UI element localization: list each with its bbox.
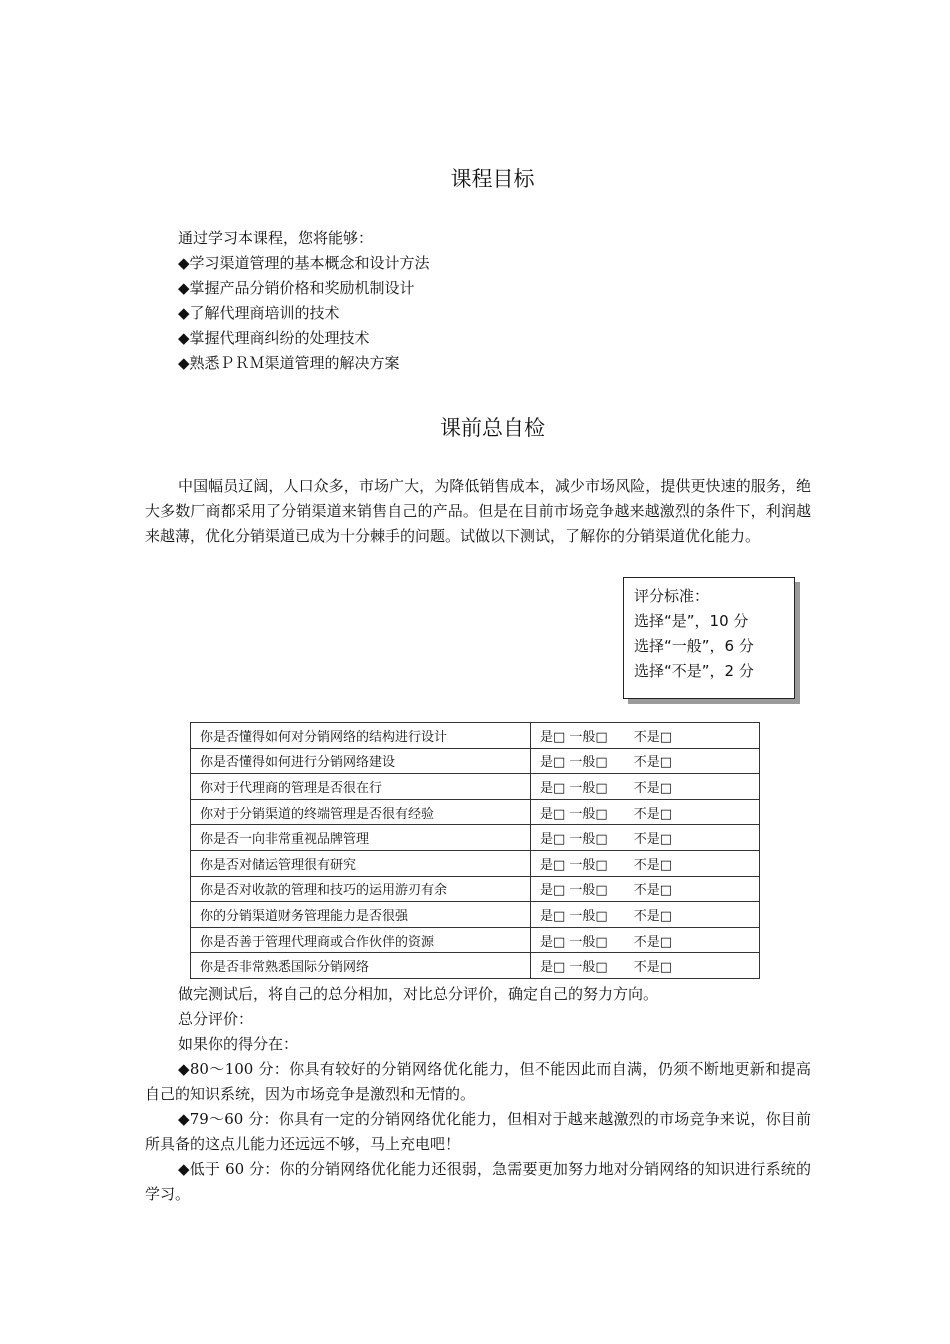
scoring-line: 选择“不是”，2 分 <box>634 662 754 680</box>
objective-item: ◆熟悉ＰＲＭ渠道管理的解决方案 <box>178 354 400 372</box>
eval-title: 总分评价： <box>178 1010 254 1028</box>
objectives-list <box>178 226 430 376</box>
table-row <box>191 927 760 953</box>
answer-options[interactable]: 是□ 一般□ 不是□ <box>531 902 760 928</box>
quiz-table <box>190 722 760 979</box>
answer-options[interactable]: 是□ 一般□ 不是□ <box>531 825 760 851</box>
selfcheck-intro-block <box>145 474 811 549</box>
answer-options[interactable]: 是□ 一般□ 不是□ <box>531 953 760 979</box>
question: 你是否懂得如何对分销网络的结构进行设计 <box>191 723 531 749</box>
table-row <box>191 825 760 851</box>
question: 你对于代理商的管理是否很在行 <box>191 774 531 800</box>
table-row <box>191 902 760 928</box>
answer-options[interactable]: 是□ 一般□ 不是□ <box>531 876 760 902</box>
eval-level: ◆79～60 分：你具有一定的分销网络优化能力，但相对于越来越激烈的市场竞争来说，你目前所具备的这点儿能力还远远不够，马上充电吧！ <box>145 1110 811 1153</box>
table-row <box>191 876 760 902</box>
eval-level: ◆80～100 分：你具有较好的分销网络优化能力，但不能因此而自满，仍须不断地更新和提高自己的知识系统，因为市场竞争是激烈和无情的。 <box>145 1060 811 1103</box>
after-test-text: 做完测试后，将自己的总分相加，对比总分评价，确定自己的努力方向。 <box>178 985 659 1003</box>
question: 你是否非常熟悉国际分销网络 <box>191 953 531 979</box>
answer-options[interactable]: 是□ 一般□ 不是□ <box>531 748 760 774</box>
question: 你是否懂得如何进行分销网络建设 <box>191 748 531 774</box>
table-row <box>191 850 760 876</box>
table-row <box>191 774 760 800</box>
question: 你是否一向非常重视品牌管理 <box>191 825 531 851</box>
evaluation-block <box>145 982 811 1207</box>
table-row <box>191 953 760 979</box>
answer-options[interactable]: 是□ 一般□ 不是□ <box>531 774 760 800</box>
scoring-line: 选择“一般”，6 分 <box>634 637 754 655</box>
objective-item: ◆掌握代理商纠纷的处理技术 <box>178 329 370 347</box>
question: 你对于分销渠道的终端管理是否很有经验 <box>191 799 531 825</box>
question: 你的分销渠道财务管理能力是否很强 <box>191 902 531 928</box>
question: 你是否对收款的管理和技巧的运用游刃有余 <box>191 876 531 902</box>
answer-options[interactable]: 是□ 一般□ 不是□ <box>531 850 760 876</box>
objective-item: ◆了解代理商培训的技术 <box>178 304 340 322</box>
table-row <box>191 723 760 749</box>
table-row <box>191 799 760 825</box>
table-row <box>191 748 760 774</box>
scoring-box <box>623 577 795 699</box>
scoring-title: 评分标准： <box>634 587 710 605</box>
selfcheck-intro: 中国幅员辽阔，人口众多，市场广大，为降低销售成本，减少市场风险，提供更快速的服务，绝大多数厂商都采用了分销渠道来销售自己的产品。但是在目前市场竞争越来越激烈的条件下，利润越来越薄，优化分销渠道已成为十分棘手的问题。试做以下测试，了解你的分销渠道优化能力。 <box>145 477 811 545</box>
objective-item: ◆学习渠道管理的基本概念和设计方法 <box>178 254 430 272</box>
question: 你是否对储运管理很有研究 <box>191 850 531 876</box>
question: 你是否善于管理代理商或合作伙伴的资源 <box>191 927 531 953</box>
answer-options[interactable]: 是□ 一般□ 不是□ <box>531 799 760 825</box>
objectives-title: 课程目标 <box>450 167 535 191</box>
objective-item: ◆掌握产品分销价格和奖励机制设计 <box>178 279 415 297</box>
scoring-line: 选择“是”，10 分 <box>634 612 749 630</box>
answer-options[interactable]: 是□ 一般□ 不是□ <box>531 723 760 749</box>
if-score-text: 如果你的得分在： <box>178 1035 299 1053</box>
selfcheck-title: 课前总自检 <box>440 416 545 440</box>
answer-options[interactable]: 是□ 一般□ 不是□ <box>531 927 760 953</box>
objectives-intro: 通过学习本课程，您将能够： <box>178 229 374 247</box>
eval-level: ◆低于 60 分：你的分销网络优化能力还很弱，急需要更加努力地对分销网络的知识进行系统的学习。 <box>145 1160 811 1203</box>
